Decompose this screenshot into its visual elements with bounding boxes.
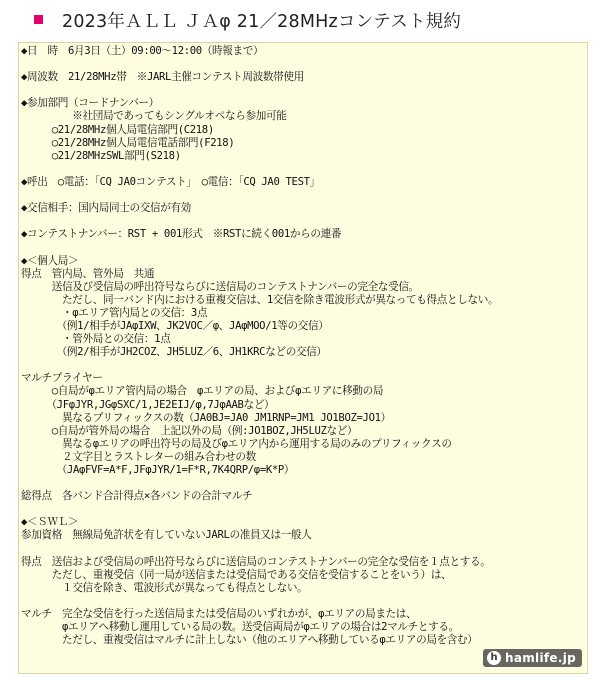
rule-line: ◆周波数 21/28MHz帯 ※JARL主催コンテスト周波数帯使用	[21, 71, 304, 84]
rule-line: ○21/28MHz個人局電信部門(C218)	[21, 123, 214, 136]
rule-line: ◆日 時 6月3日（土）09:00～12:00（時報まで）	[21, 45, 264, 57]
rule-line: ○自局がφエリア管内局の場合 φエリアの局、およびφエリアに移動の局	[21, 385, 384, 398]
rule-line	[21, 477, 587, 490]
rule-line: 得点 管内局、管外局 共通	[21, 267, 155, 280]
header	[0, 0, 600, 42]
rule-line	[21, 595, 587, 608]
rule-line	[21, 543, 587, 556]
rule-line: 異なるプリフィックスの数（JA0BJ=JA0 JM1RNP=JM1 JO1BOZ=JO1）	[21, 411, 391, 424]
rule-line: φエリアへ移動し運用している局の数。送受信両局がφエリアの場合は2マルチとする。	[21, 621, 459, 634]
rule-line	[21, 163, 587, 176]
rule-line: ◆参加部門（コードナンバー）	[21, 97, 159, 110]
rules-box	[18, 42, 588, 674]
hamlife-watermark	[483, 649, 582, 667]
rule-line: マルチプライヤー	[21, 372, 103, 385]
rule-line: ○21/28MHzSWL部門(S218)	[21, 149, 181, 162]
rule-line	[21, 84, 587, 97]
rule-line	[21, 359, 587, 372]
rule-line: １交信を除き、電波形式が異なっても得点としない。	[21, 581, 308, 594]
rule-line: ◆交信相手：国内局同士の交信が有効	[21, 202, 191, 215]
rule-line	[21, 503, 587, 516]
rule-line: マルチ 完全な受信を行った送信局または受信局のいずれかが、φエリアの局または、	[21, 608, 417, 621]
hamlife-logo-text: hamlife.jp	[505, 651, 576, 665]
title-bullet-icon	[34, 15, 43, 24]
rule-line: ○自局が管外局の場合 上記以外の局（例:JO1BOZ,JH5LUZなど）	[21, 424, 358, 437]
rule-line: （JFφJYR,JGφSXC/1,JE2EIJ/φ,7JφAABなど）	[21, 398, 275, 411]
rule-line: 異なるφエリアの呼出符号の局及びφエリア内から運用する局のみのプリフィックスの	[21, 437, 452, 450]
rule-line: ◆呼出 ○電話：「CQ JA0コンテスト」 ○電信：「CQ JA0 TEST」	[21, 175, 320, 188]
rule-line: ただし、同一バンド内における重複交信は、1交信を除き電波形式が異なっても得点としない。	[21, 293, 499, 306]
rule-line: 参加資格 無線局免許状を有していないJARLの准員又は一般人	[21, 529, 312, 542]
rule-line	[21, 241, 587, 254]
rule-line	[21, 189, 587, 202]
rule-line: ・管外局との交信：1点	[21, 333, 171, 346]
rule-line: ２文字目とラストレターの組み合わせの数	[21, 450, 256, 463]
page-title: 2023年ＡＬＬ ＪＡφ 21／28MHzコンテスト規約	[62, 12, 462, 32]
rule-line: ただし、重複受信はマルチに計上しない（他のエリアへ移動しているφエリアの局を含む）	[21, 634, 478, 647]
rule-line: 送信及び受信局の呼出符号ならびに送信局のコンテストナンバーの完全な受信。	[21, 280, 419, 293]
rule-line: 得点 送信および受信局の呼出符号ならびに送信局のコンテストナンバーの完全な受信を１点とする。	[21, 555, 491, 568]
rule-line: ◆コンテストナンバー：RST + 001形式 ※RSTに続く001からの連番	[21, 228, 342, 241]
rule-line: ・φエリア管内局との交信：3点	[21, 306, 208, 319]
rules-text	[21, 45, 587, 647]
rule-line: （JAφFVF=A*F,JFφJYR/1=F*R,7K4QRP/φ=K*P）	[21, 464, 295, 476]
rule-line	[21, 215, 587, 228]
rule-line: （例1/相手がJAφIXW、JK2VOC／φ、JAφMOO/1等の交信）	[21, 319, 329, 332]
rule-line: 総得点 各バンド合計得点×各バンドの合計マルチ	[21, 490, 253, 503]
rule-line: ○21/28MHz個人局電信電話部門(F218)	[21, 136, 235, 149]
hamlife-logo-icon: h	[487, 651, 501, 665]
rule-line: ただし、重複受信（同一局が送信または受信局である交信を受信することをいう）は、	[21, 568, 452, 581]
rule-line: ◆＜個人局＞	[21, 254, 79, 267]
rule-line: （例2/相手がJH2COZ、JH5LUZ／6、JH1KRCなどの交信）	[21, 346, 327, 359]
rule-line: ◆＜ＳＷＬ＞	[21, 516, 79, 529]
rule-line	[21, 58, 587, 71]
rule-line: ※社団局であってもシングルオペなら参加可能	[21, 110, 287, 123]
